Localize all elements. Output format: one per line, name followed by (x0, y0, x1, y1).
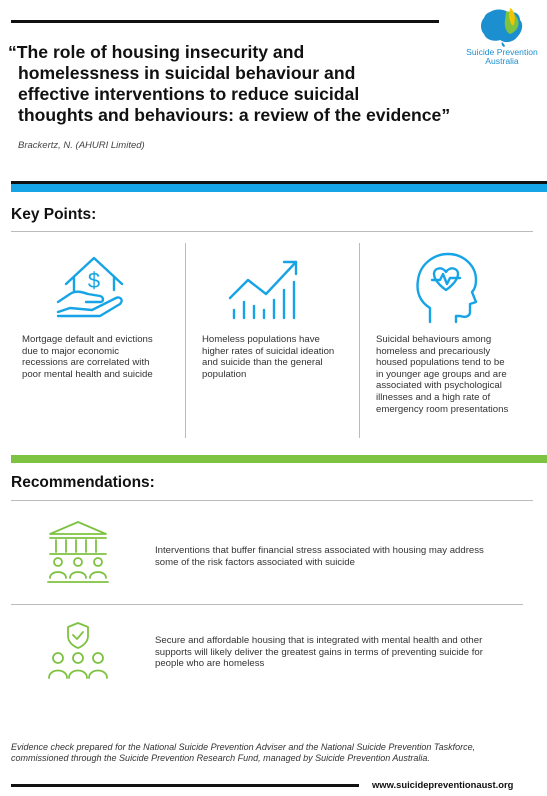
title-line: effective interventions to reduce suicidal (18, 84, 360, 104)
recommendations-divider (11, 604, 523, 605)
australia-map-icon (476, 6, 528, 48)
key-points-heading: Key Points: (11, 206, 97, 223)
key-point-3 (376, 242, 536, 438)
title-line: “The role of housing insecurity and (8, 42, 305, 62)
section-band-blue (11, 184, 547, 192)
column-divider (185, 243, 186, 438)
author-credit: Brackertz, N. (AHURI Limited) (18, 140, 145, 151)
recommendations-rule (11, 500, 533, 501)
title-line: thoughts and behaviours: a review of the evidence” (18, 105, 451, 125)
recommendation-text: Secure and affordable housing that is integrated with mental health and other supports will likely deliver the greatest gains in terms of preventing suicide for people who are homeless (155, 635, 483, 670)
rising-chart-icon (226, 250, 310, 322)
house-dollar-hand-icon (52, 250, 132, 322)
title-line: homelessness in suicidal behaviour and (18, 63, 356, 83)
key-point-text: Suicidal behaviours among homeless and precariously housed populations tend to be in younger age groups and are associated with psychological illnesses and a high rate of emergency room presentations (376, 334, 509, 415)
evidence-check-footnote: Evidence check prepared for the National Suicide Prevention Adviser and the National Suicide Prevention Taskforce, commissioned through the Suicide Prevention Research Fund, managed by Suicide Prevention Australia. (11, 742, 476, 763)
top-rule (11, 20, 439, 23)
shield-people-icon (46, 620, 110, 684)
column-divider (359, 243, 360, 438)
website-link[interactable]: www.suicidepreventionaust.org (372, 779, 514, 790)
logo-line-2: Australia (485, 56, 519, 66)
recommendation-text: Interventions that buffer financial stress associated with housing may address some of the risk factors associated with suicide (155, 545, 484, 568)
key-point-text: Homeless populations have higher rates of suicidal ideation and suicide than the general population (202, 334, 335, 380)
head-heartbeat-icon (412, 250, 480, 326)
section-band-green (11, 455, 547, 463)
document-title (8, 42, 478, 126)
svg-text:$: $ (87, 268, 101, 293)
bottom-rule (11, 784, 359, 787)
key-point-text: Mortgage default and evictions due to major economic recessions are correlated with poor mental health and suicide (22, 334, 153, 380)
logo-line-1: Suicide Prevention (466, 47, 538, 57)
recommendations-heading: Recommendations: (11, 474, 155, 491)
bank-community-icon (44, 518, 112, 586)
key-point-1 (22, 242, 182, 438)
key-points-rule (11, 231, 533, 232)
key-point-2 (202, 242, 360, 438)
